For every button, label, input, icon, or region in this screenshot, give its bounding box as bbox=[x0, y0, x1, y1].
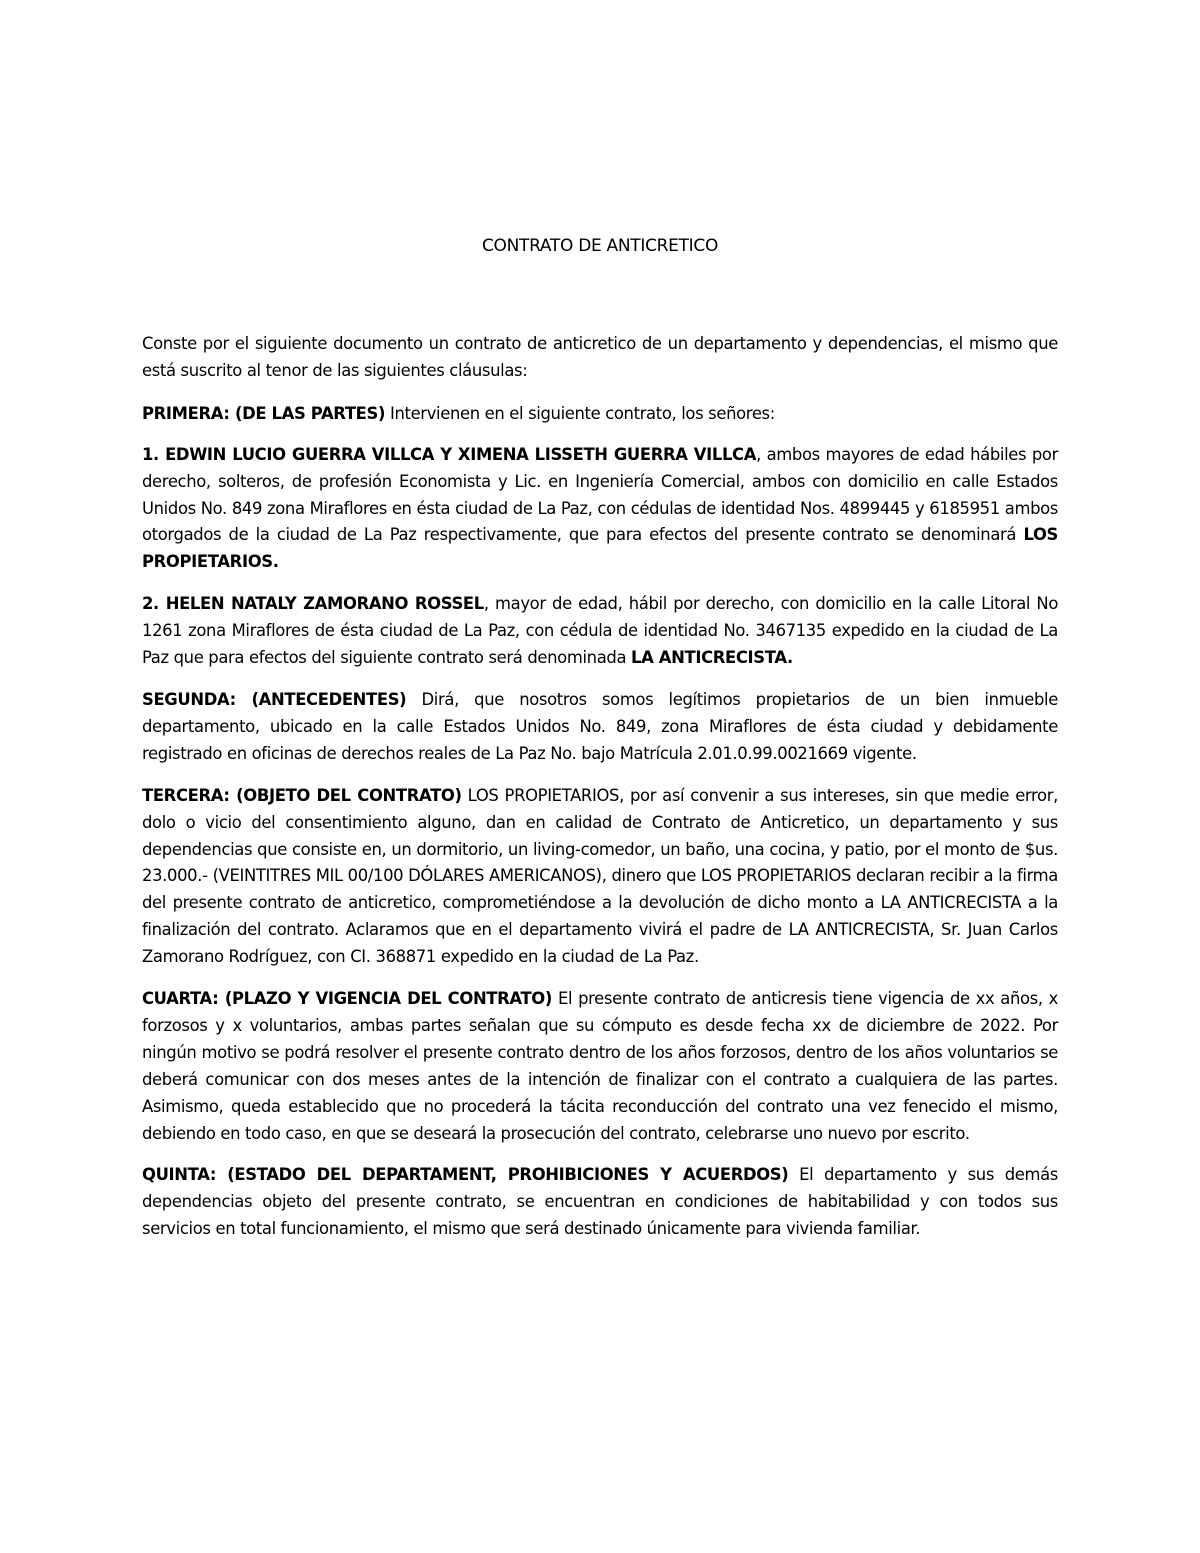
party-2-designation: LA ANTICRECISTA. bbox=[631, 648, 793, 668]
party-2-paragraph bbox=[142, 591, 1058, 672]
intro-paragraph: Conste por el siguiente documento un contrato de anticretico de un departamento y dependencias, el mismo que está suscrito al tenor de las siguientes cláusulas: bbox=[142, 334, 1058, 380]
document-title: CONTRATO DE ANTICRETICO bbox=[481, 236, 719, 256]
party-1-designation: LOS PROPIETARIOS. bbox=[142, 525, 1058, 572]
clause-primera-text: Intervienen en el siguiente contrato, los señores: bbox=[385, 403, 775, 423]
party-1-names: 1. EDWIN LUCIO GUERRA VILLCA Y XIMENA LISSETH GUERRA VILLCA bbox=[142, 444, 757, 464]
clause-tercera-text: LOS PROPIETARIOS, por así convenir a sus intereses, sin que medie error, dolo o vicio del consentimiento alguno, dan en calidad de Contrato de Anticretico, un departamento y sus dependencias que consiste en, un dormitorio, un living-comedor, un baño, una cocina, y patio, por el monto de $us. 23.000.- (VEINTITRES MIL 00/100 DÓLARES AMERICANOS), dinero que LOS PROPIETARIOS declaran recibir a la firma del presente contrato de anticretico, comprometiéndose a la devolución de dicho monto a LA ANTICRECISTA a la finalización del contrato. Aclaramos que en el departamento vivirá el padre de LA ANTICRECISTA, Sr. Juan Carlos Zamorano Rodríguez, con CI. 368871 expedido en la ciudad de La Paz. bbox=[142, 785, 1058, 967]
clause-quinta bbox=[142, 1162, 1058, 1243]
clause-quinta-heading: QUINTA: (ESTADO DEL DEPARTAMENT, PROHIBICIONES Y ACUERDOS) bbox=[142, 1165, 789, 1185]
clause-segunda bbox=[142, 687, 1058, 768]
clause-quinta-text: El departamento y sus demás dependencias objeto del presente contrato, se encuentran en condiciones de habitabilidad y con todos sus servicios en total funcionamiento, el mismo que será destinado únicamente para vivienda familiar. bbox=[142, 1165, 1058, 1239]
party-2-name: 2. HELEN NATALY ZAMORANO ROSSEL bbox=[142, 594, 484, 614]
clause-cuarta-heading: CUARTA: (PLAZO Y VIGENCIA DEL CONTRATO) bbox=[142, 989, 553, 1009]
party-1-text: , ambos mayores de edad hábiles por derecho, solteros, de profesión Economista y Lic. en Ingeniería Comercial, ambos con domicilio en calle Estados Unidos No. 849 zona Miraflores en ésta ciudad de La Paz, con cédulas de identidad Nos. 4899445 y 6185951 ambos otorgados de la ciudad de La Paz respectivamente, que para efectos del presente contrato se denominará bbox=[142, 444, 1059, 545]
clause-cuarta-text: El presente contrato de anticresis tiene vigencia de xx años, x forzosos y x voluntarios, ambas partes señalan que su cómputo es desde fecha xx de diciembre de 2022. Por ningún motivo se podrá resolver el presente contrato dentro de los años forzosos, dentro de los años voluntarios se deberá comunicar con dos meses antes de la intención de finalizar con el contrato a cualquiera de las partes. Asimismo, queda establecido que no procederá la tácita reconducción del contrato una vez fenecido el mismo, debiendo en todo caso, en que se deseará la prosecución del contrato, celebrarse uno nuevo por escrito. bbox=[142, 989, 1058, 1143]
clause-tercera-heading: TERCERA: (OBJETO DEL CONTRATO) bbox=[142, 785, 462, 805]
clause-primera bbox=[142, 401, 1058, 428]
document-body bbox=[142, 331, 1058, 1258]
clause-segunda-heading: SEGUNDA: (ANTECEDENTES) bbox=[142, 689, 407, 709]
party-2-text: , mayor de edad, hábil por derecho, con domicilio en la calle Litoral No 1261 zona Miraflores de ésta ciudad de La Paz, con cédula de identidad No. 3467135 expedido en la ciudad de La Paz que para efectos del siguiente contrato será denominada bbox=[142, 594, 1058, 668]
clause-segunda-text: Dirá, que nosotros somos legítimos propietarios de un bien inmueble departamento, ubicado en la calle Estados Unidos No. 849, zona Miraflores de ésta ciudad y debidamente registrado en oficinas de derechos reales de La Paz No. bajo Matrícula 2.01.0.99.0021669 vigente. bbox=[142, 689, 1058, 763]
clause-primera-heading: PRIMERA: (DE LAS PARTES) bbox=[142, 403, 386, 423]
clause-cuarta bbox=[142, 986, 1058, 1147]
clause-tercera bbox=[142, 783, 1058, 971]
party-1-paragraph bbox=[142, 442, 1058, 577]
